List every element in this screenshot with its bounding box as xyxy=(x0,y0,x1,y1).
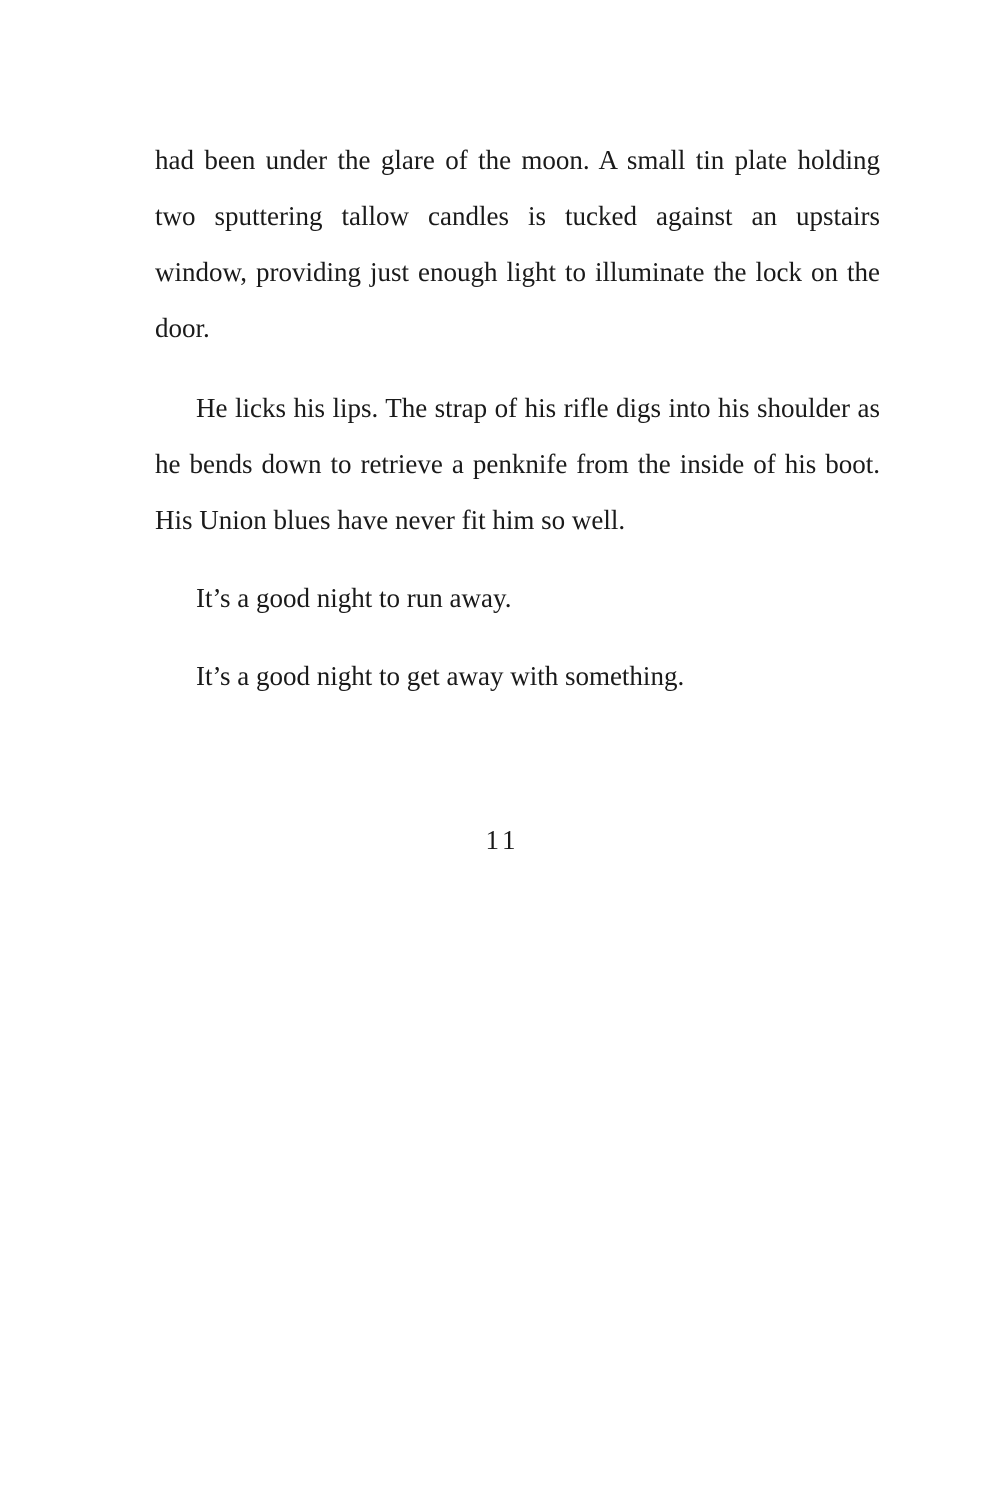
paragraph: He licks his lips. The strap of his rifle digs into his shoulder as he bends down to retrieve a penknife from the inside of his boot. His Union blues have never fit him so well. xyxy=(155,393,880,535)
paragraph: It’s a good night to get away with something. xyxy=(196,661,685,691)
paragraph: It’s a good night to run away. xyxy=(196,583,512,613)
body-text xyxy=(155,132,880,704)
paragraph-continuation: had been under the glare of the moon. A small tin plate holding two sputtering tallow candles is tucked against an upstairs window, providing just enough light to illuminate the lock on the door. xyxy=(155,145,880,343)
page-number: 11 xyxy=(485,825,520,855)
